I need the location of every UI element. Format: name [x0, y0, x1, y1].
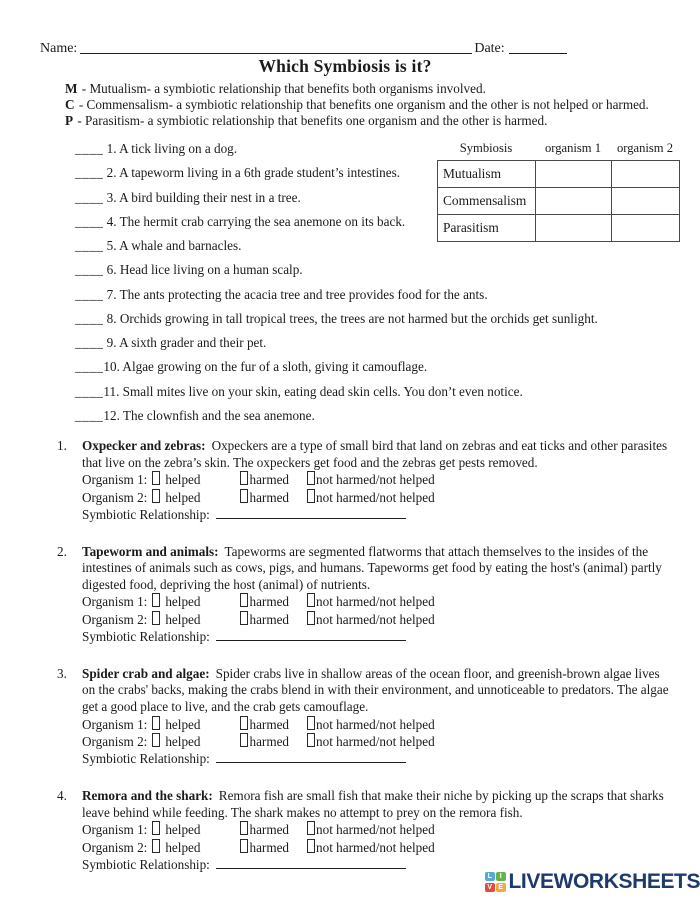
statement-text: 10. Algae growing on the fur of a sloth, giving it camouflage. — [103, 359, 428, 375]
question-number: 1. — [57, 438, 67, 453]
statement-item — [75, 331, 598, 355]
symbiotic-relationship-label: Symbiotic Relationship: — [82, 856, 210, 872]
option-helped-label: helped — [165, 822, 201, 838]
table-header-symbiosis: Symbiosis — [459, 141, 513, 155]
date-label: Date: — [474, 41, 505, 56]
organism1-row — [82, 471, 685, 488]
checkbox-harmed-icon[interactable] — [240, 716, 248, 730]
checkbox-helped-icon[interactable] — [152, 839, 160, 853]
checkbox-harmed-icon[interactable] — [240, 471, 248, 485]
question-description: Tapeworms are segmented flatworms that attach themselves to the insides of the intestines of animals such as cows, pigs, and humans. Tapeworms get food by eating the host's (animal) partly digested food, depriving the host (animal) of nutrients. — [82, 543, 662, 592]
table-cell-organism1[interactable] — [536, 215, 612, 242]
organism2-label: Organism 2: — [82, 733, 148, 749]
organism1-label: Organism 1: — [82, 822, 148, 838]
checkbox-not-harmed-icon[interactable] — [307, 716, 315, 730]
table-cell-organism2[interactable] — [612, 215, 680, 242]
statement-item — [75, 307, 598, 331]
statement-answer-blank[interactable]: ____ — [75, 359, 104, 375]
option-not-harmed-label: not harmed/not helped — [316, 472, 435, 488]
key-letter: M — [65, 81, 78, 96]
key-line-parasitism — [65, 113, 649, 129]
symbiotic-answer-line[interactable] — [216, 750, 406, 763]
organism1-label: Organism 1: — [82, 716, 148, 732]
symbiotic-relationship-label: Symbiotic Relationship: — [82, 751, 210, 767]
key-text: - Commensalism- a symbiotic relationship that benefits one organism and the other is not helped or harmed. — [78, 96, 649, 112]
organism1-label: Organism 1: — [82, 594, 148, 610]
question-description: Spider crabs live in shallow areas of the ocean floor, and greenish-brown algae lives on the crabs' backs, making the crabs blend in with their environment, and unnoticeable to predators. The algae get a good place to live, and the crab gets camouflage. — [82, 665, 669, 714]
statement-answer-blank[interactable]: ____ — [75, 335, 104, 350]
key-text: - Parasitism- a symbiotic relationship that benefits one organism and the other is harmed. — [77, 112, 548, 128]
checkbox-not-harmed-icon[interactable] — [307, 821, 315, 835]
organism1-row — [82, 593, 685, 610]
statement-text: 2. A tapeworm living in a 6th grade student’s intestines. — [103, 165, 401, 181]
organism1-row — [82, 716, 685, 733]
statement-text: 9. A sixth grader and their pet. — [103, 335, 267, 350]
checkbox-not-harmed-icon[interactable] — [307, 471, 315, 485]
option-harmed-label: harmed — [249, 733, 290, 749]
question-title: Spider crab and algae: — [82, 665, 210, 681]
checkbox-helped-icon[interactable] — [152, 611, 160, 625]
statement-answer-blank[interactable]: ____ — [75, 165, 104, 181]
question-text — [82, 666, 676, 716]
option-not-harmed-label: not harmed/not helped — [316, 611, 435, 627]
checkbox-not-harmed-icon[interactable] — [307, 489, 315, 503]
table-row-label: Commensalism — [438, 188, 536, 215]
statement-answer-blank[interactable]: ____ — [75, 262, 104, 278]
table-row-label: Parasitism — [438, 215, 536, 242]
symbiotic-relationship-row — [82, 506, 685, 524]
checkbox-helped-icon[interactable] — [152, 471, 160, 485]
table-cell-organism1[interactable] — [536, 161, 612, 188]
organism2-row — [82, 489, 685, 506]
page-title: Which Symbiosis is it? — [258, 56, 432, 76]
logo-square-e: E — [496, 883, 506, 893]
option-not-harmed-label: not harmed/not helped — [316, 489, 435, 505]
organism2-row — [82, 733, 685, 750]
option-harmed-label: harmed — [249, 822, 290, 838]
symbiosis-key — [65, 81, 649, 129]
table-row-label: Mutualism — [438, 161, 536, 188]
table-row — [438, 215, 680, 242]
organism1-row — [82, 821, 685, 838]
checkbox-harmed-icon[interactable] — [240, 593, 248, 607]
question-text — [82, 438, 676, 471]
statement-item — [75, 404, 598, 428]
statement-text: 1. A tick living on a dog. — [103, 141, 238, 156]
statement-answer-blank[interactable]: ____ — [75, 213, 104, 229]
checkbox-harmed-icon[interactable] — [240, 839, 248, 853]
table-header-row — [437, 140, 679, 160]
key-letter: P — [65, 112, 74, 128]
checkbox-helped-icon[interactable] — [152, 821, 160, 835]
question-number: 2. — [57, 543, 67, 559]
symbiotic-answer-line[interactable] — [216, 856, 406, 869]
checkbox-helped-icon[interactable] — [152, 733, 160, 747]
checkbox-helped-icon[interactable] — [152, 593, 160, 607]
option-harmed-label: harmed — [249, 716, 290, 732]
key-line-commensalism — [65, 97, 649, 113]
checkbox-helped-icon[interactable] — [152, 489, 160, 503]
key-text: - Mutualism- a symbiotic relationship that benefits both organisms involved. — [81, 81, 486, 96]
statement-text: 11. Small mites live on your skin, eating dead skin cells. You don’t even notice. — [103, 383, 523, 399]
statement-answer-blank[interactable]: ____ — [75, 286, 104, 302]
statement-text: 6. Head lice living on a human scalp. — [103, 262, 303, 278]
statement-answer-blank[interactable]: ____ — [75, 310, 104, 326]
symbiotic-answer-line[interactable] — [216, 628, 406, 641]
name-input-line[interactable] — [80, 40, 472, 54]
table-grid — [437, 160, 680, 242]
option-helped-label: helped — [165, 716, 201, 732]
organism2-row — [82, 611, 685, 628]
logo-square-l: L — [485, 872, 495, 882]
organism2-row — [82, 839, 685, 856]
question-text — [82, 788, 676, 821]
option-harmed-label: harmed — [249, 489, 290, 505]
table-header-organism1: organism 1 — [544, 141, 602, 155]
question-title: Oxpecker and zebras: — [82, 438, 206, 453]
option-harmed-label: harmed — [249, 472, 290, 488]
logo-square-i: I — [496, 872, 506, 882]
statement-answer-blank[interactable]: ____ — [75, 383, 104, 399]
table-cell-organism1[interactable] — [536, 188, 612, 215]
option-harmed-label: harmed — [249, 839, 290, 855]
question-block-4 — [40, 788, 685, 874]
checkbox-harmed-icon[interactable] — [240, 489, 248, 503]
statement-answer-blank[interactable]: ____ — [75, 407, 104, 423]
checkbox-not-harmed-icon[interactable] — [307, 611, 315, 625]
statement-text: 7. The ants protecting the acacia tree and tree provides food for the ants. — [103, 286, 488, 302]
statement-text: 5. A whale and barnacles. — [103, 238, 242, 253]
table-row — [438, 188, 680, 215]
key-line-mutualism — [65, 81, 649, 97]
statement-item — [75, 283, 598, 307]
logo-square-v: V — [485, 883, 495, 893]
question-title: Remora and the shark: — [82, 787, 213, 803]
option-helped-label: helped — [165, 489, 201, 505]
key-letter: C — [65, 96, 75, 112]
checkbox-harmed-icon[interactable] — [240, 821, 248, 835]
question-number: 4. — [57, 787, 67, 803]
option-not-harmed-label: not harmed/not helped — [316, 594, 435, 610]
statement-text: 3. A bird building their nest in a tree. — [103, 189, 301, 205]
question-block-2 — [40, 544, 685, 646]
organism2-label: Organism 2: — [82, 611, 148, 627]
option-harmed-label: harmed — [249, 611, 290, 627]
question-description: Remora fish are small fish that make their niche by picking up the scraps that sharks leave behind while feeding. The shark makes no attempt to prey on the remora fish. — [82, 787, 664, 820]
organism2-label: Organism 2: — [82, 839, 148, 855]
symbiotic-relationship-row — [82, 750, 685, 768]
checkbox-not-harmed-icon[interactable] — [307, 839, 315, 853]
option-helped-label: helped — [165, 611, 201, 627]
question-title: Tapeworm and animals: — [82, 543, 219, 559]
statement-answer-blank[interactable]: ____ — [75, 238, 104, 253]
checkbox-helped-icon[interactable] — [152, 716, 160, 730]
checkbox-harmed-icon[interactable] — [240, 611, 248, 625]
statement-answer-blank[interactable]: ____ — [75, 141, 104, 156]
liveworksheets-logo — [485, 870, 700, 894]
statement-item — [75, 355, 598, 379]
statement-text: 8. Orchids growing in tall tropical trees, the trees are not harmed but the orchids get sunlight. — [103, 310, 598, 326]
symbiotic-answer-line[interactable] — [216, 506, 406, 519]
symbiosis-table — [437, 140, 679, 242]
option-not-harmed-label: not harmed/not helped — [316, 839, 435, 855]
checkbox-not-harmed-icon[interactable] — [307, 733, 315, 747]
symbiotic-relationship-label: Symbiotic Relationship: — [82, 629, 210, 645]
option-not-harmed-label: not harmed/not helped — [316, 716, 435, 732]
option-helped-label: helped — [165, 594, 201, 610]
statement-answer-blank[interactable]: ____ — [75, 189, 104, 205]
question-text — [82, 544, 676, 594]
question-block-1 — [40, 438, 685, 524]
organism2-label: Organism 2: — [82, 489, 148, 505]
table-row — [438, 161, 680, 188]
option-helped-label: helped — [165, 733, 201, 749]
name-date-row — [40, 40, 567, 57]
option-helped-label: helped — [165, 472, 201, 488]
statement-item — [75, 380, 598, 404]
question-number: 3. — [57, 665, 67, 681]
statement-item — [75, 258, 598, 282]
option-not-harmed-label: not harmed/not helped — [316, 822, 435, 838]
option-harmed-label: harmed — [249, 594, 290, 610]
symbiotic-relationship-row — [82, 628, 685, 646]
table-cell-organism2[interactable] — [612, 188, 680, 215]
table-cell-organism2[interactable] — [612, 161, 680, 188]
date-input-line[interactable] — [509, 40, 567, 54]
question-section — [40, 438, 685, 894]
question-block-3 — [40, 666, 685, 768]
organism1-label: Organism 1: — [82, 472, 148, 488]
symbiotic-relationship-label: Symbiotic Relationship: — [82, 507, 210, 522]
statement-text: 4. The hermit crab carrying the sea anemone on its back. — [103, 213, 406, 229]
brand-name: LIVEWORKSHEETS — [508, 870, 700, 893]
liveworksheets-grid-icon — [485, 872, 506, 893]
option-helped-label: helped — [165, 839, 201, 855]
checkbox-harmed-icon[interactable] — [240, 733, 248, 747]
option-not-harmed-label: not harmed/not helped — [316, 733, 435, 749]
name-label: Name: — [40, 41, 78, 56]
question-description: Oxpeckers are a type of small bird that land on zebras and eat ticks and other parasites that live on the zebra’s skin. The oxpeckers get food and the zebras get pests removed. — [82, 438, 668, 470]
table-header-organism2: organism 2 — [616, 141, 674, 155]
checkbox-not-harmed-icon[interactable] — [307, 593, 315, 607]
statement-text: 12. The clownfish and the sea anemone. — [103, 407, 315, 423]
